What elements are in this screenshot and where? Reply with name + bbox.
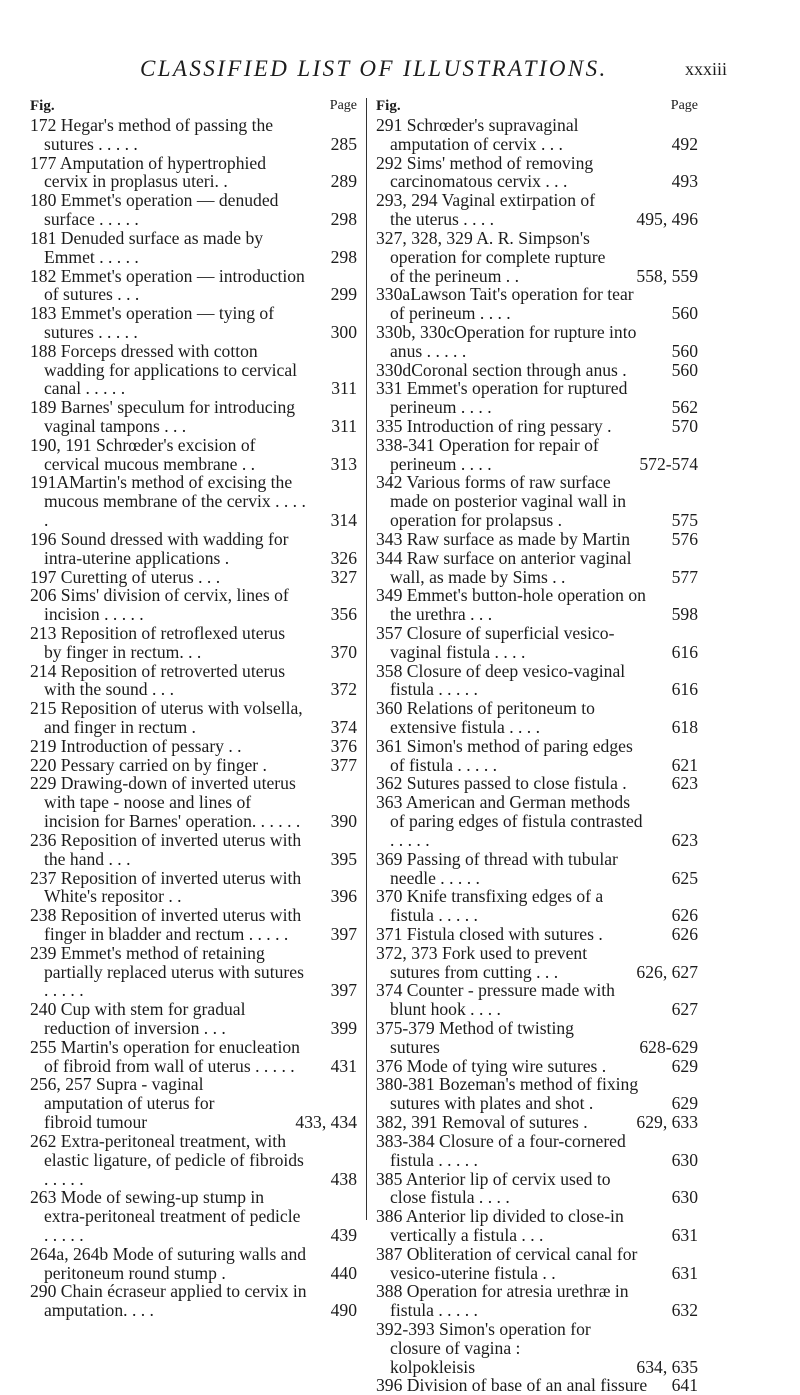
entry-description: 327, 328, 329 A. R. Simpson's operation for complete rupture of the perineum . . xyxy=(376,227,606,286)
index-entry xyxy=(30,229,357,267)
entry-page-number: 314 xyxy=(327,511,357,530)
index-entry xyxy=(376,530,698,549)
entry-page-number: 630 xyxy=(668,1188,698,1207)
entry-description: 206 Sims' division of cervix, lines of incision . . . . . xyxy=(30,585,289,625)
entry-description: 383-384 Closure of a four-cornered fistula . . . . . xyxy=(376,1130,626,1170)
entry-description: 181 Denuded surface as made by Emmet . . . . . xyxy=(30,227,264,267)
entry-description: 197 Curetting of uterus . . . xyxy=(30,566,221,587)
entry-page-number: 626 xyxy=(668,906,698,925)
entry-page-number: 625 xyxy=(668,869,698,888)
entry-page-number: 618 xyxy=(668,718,698,737)
index-entry xyxy=(30,662,357,700)
index-entry xyxy=(376,191,698,229)
index-entry xyxy=(30,1282,357,1320)
entry-description: 229 Drawing-down of inverted uterus with tape - noose and lines of incision for Barnes' operation. . . . . . xyxy=(30,773,301,832)
entry-page-number: 399 xyxy=(327,1019,357,1038)
entry-page-number: 313 xyxy=(327,455,357,474)
entry-description: 239 Emmet's method of retaining partially replaced uterus with sutures . . . . . xyxy=(30,942,304,1001)
index-entry xyxy=(30,116,357,154)
index-entry xyxy=(376,925,698,944)
index-entry xyxy=(376,944,698,982)
entry-page-number: 629 xyxy=(668,1057,698,1076)
index-entry xyxy=(376,1376,698,1395)
index-entry xyxy=(376,624,698,662)
entry-page-number: 431 xyxy=(327,1057,357,1076)
entry-description: 376 Mode of tying wire sutures . xyxy=(376,1055,607,1076)
index-entry xyxy=(376,473,698,529)
index-entry xyxy=(376,1207,698,1245)
index-entry xyxy=(30,1000,357,1038)
fig-column-label: Fig. xyxy=(376,98,401,114)
index-entry xyxy=(30,1188,357,1244)
entry-description: 263 Mode of sewing-up stump in extra-peritoneal treatment of pedicle . . . . . xyxy=(30,1187,301,1245)
index-entry xyxy=(376,1019,698,1057)
entry-description: 382, 391 Removal of sutures . xyxy=(376,1112,588,1133)
entry-page-number: 562 xyxy=(668,398,698,417)
entry-description: 372, 373 Fork used to prevent sutures from cutting . . . xyxy=(376,942,588,982)
index-entry xyxy=(376,323,698,361)
entry-description: 386 Anterior lip divided to close-in vertically a fistula . . . xyxy=(376,1206,624,1245)
entry-description: 264a, 264b Mode of suturing walls and peritoneum round stump . xyxy=(30,1243,307,1283)
index-entry xyxy=(30,624,357,662)
index-entry xyxy=(30,1038,357,1076)
index-entry xyxy=(376,1245,698,1283)
entry-page-number: 576 xyxy=(668,530,698,549)
entry-page-number: 300 xyxy=(327,323,357,342)
entry-description: 291 Schrœder's supravaginal amputation of cervix . . . xyxy=(376,115,579,154)
index-entry xyxy=(30,342,357,398)
entry-description: 369 Passing of thread with tubular needle . . . . . xyxy=(376,848,618,888)
index-entry xyxy=(376,774,698,793)
entry-page-number: 634, 635 xyxy=(632,1358,698,1377)
index-entry xyxy=(376,116,698,154)
index-entry xyxy=(376,1057,698,1076)
entry-description: 180 Emmet's operation — denuded surface . . . . . xyxy=(30,190,279,230)
entry-page-number: 560 xyxy=(668,342,698,361)
entry-page-number: 631 xyxy=(668,1226,698,1245)
index-entry xyxy=(376,417,698,436)
index-entry xyxy=(30,1245,357,1283)
entry-page-number: 390 xyxy=(327,812,357,831)
entry-page-number: 289 xyxy=(327,172,357,191)
index-entry xyxy=(376,229,698,285)
index-entry xyxy=(30,436,357,474)
entry-page-number: 311 xyxy=(327,417,357,436)
entry-page-number: 285 xyxy=(327,135,357,154)
entry-description: 237 Reposition of inverted uterus with White's repositor . . xyxy=(30,867,302,907)
entry-description: 191AMartin's method of excising the mucous membrane of the cervix . . . . . xyxy=(30,472,306,531)
entry-description: 190, 191 Schrœder's excision of cervical mucous membrane . . xyxy=(30,434,256,474)
entry-page-number: 370 xyxy=(327,643,357,662)
fig-column-label: Fig. xyxy=(30,98,55,114)
entry-page-number: 629 xyxy=(668,1094,698,1113)
right-column xyxy=(376,100,698,1395)
entry-description: 361 Simon's method of paring edges of fistula . . . . . xyxy=(376,735,633,775)
entry-page-number: 630 xyxy=(668,1151,698,1170)
index-entry xyxy=(30,267,357,305)
entry-description: 380-381 Bozeman's method of fixing sutures with plates and shot . xyxy=(376,1074,639,1114)
entry-description: 196 Sound dressed with wadding for intra-uterine applications . xyxy=(30,528,289,568)
entry-page-number: 376 xyxy=(327,737,357,756)
entry-description: 331 Emmet's operation for ruptured perineum . . . . xyxy=(376,378,628,418)
entry-description: 182 Emmet's operation — introduction of sutures . . . xyxy=(30,265,305,305)
entry-description: 238 Reposition of inverted uterus with finger in bladder and rectum . . . . . xyxy=(30,905,302,944)
entry-page-number: 626, 627 xyxy=(632,963,698,982)
index-entry xyxy=(376,662,698,700)
entry-page-number: 558, 559 xyxy=(632,267,698,286)
entry-page-number: 397 xyxy=(327,981,357,1000)
index-entry xyxy=(30,774,357,830)
index-entry xyxy=(376,586,698,624)
index-entry xyxy=(30,737,357,756)
entry-description: 362 Sutures passed to close fistula . xyxy=(376,773,627,794)
index-entry xyxy=(30,944,357,1000)
entry-page-number: 327 xyxy=(327,568,357,587)
entry-description: 357 Closure of superficial vesico-vaginal fistula . . . . xyxy=(376,622,615,662)
entry-description: 255 Martin's operation for enucleation of fibroid from wall of uterus . . . . . xyxy=(30,1036,300,1076)
index-entry xyxy=(376,887,698,925)
index-entry xyxy=(376,285,698,323)
entry-description: 343 Raw surface as made by Martin xyxy=(376,528,631,549)
entry-page-number: 311 xyxy=(327,379,357,398)
entry-page-number: 438 xyxy=(327,1170,357,1189)
entry-page-number: 626 xyxy=(668,925,698,944)
index-entry xyxy=(376,549,698,587)
entry-page-number: 492 xyxy=(668,135,698,154)
entry-description: 330aLawson Tait's operation for tear of perineum . . . . xyxy=(376,284,634,324)
entry-description: 215 Reposition of uterus with volsella, and finger in rectum . xyxy=(30,698,303,737)
entry-page-number: 396 xyxy=(327,887,357,906)
running-header xyxy=(0,56,800,86)
entry-page-number: 598 xyxy=(668,605,698,624)
entry-page-number: 395 xyxy=(327,850,357,869)
right-column-header xyxy=(376,100,698,116)
entry-page-number: 641 xyxy=(668,1376,698,1395)
right-entry-list xyxy=(376,116,698,1395)
entry-page-number: 616 xyxy=(668,643,698,662)
entry-description: 370 Knife transfixing edges of a fistula . . . . . xyxy=(376,886,604,926)
index-entry xyxy=(30,473,357,529)
entry-description: 387 Obliteration of cervical canal for vesico-uterine fistula . . xyxy=(376,1243,638,1283)
entry-description: 392-393 Simon's operation for closure of vagina : kolpokleisis xyxy=(376,1319,591,1377)
entry-description: 172 Hegar's method of passing the sutures . . . . . xyxy=(30,115,274,154)
index-entry xyxy=(30,568,357,587)
entry-description: 363 American and German methods of paring edges of fistula contrasted . . . . . xyxy=(376,792,643,850)
entry-description: 396 Division of base of an anal fissure xyxy=(376,1375,648,1395)
entry-page-number: 570 xyxy=(668,417,698,436)
entry-page-number: 572-574 xyxy=(635,455,698,474)
entry-page-number: 560 xyxy=(668,304,698,323)
entry-description: 385 Anterior lip of cervix used to close fistula . . . . xyxy=(376,1168,611,1208)
entry-description: 220 Pessary carried on by finger . xyxy=(30,754,267,775)
running-title: CLASSIFIED LIST OF ILLUSTRATIONS. xyxy=(140,56,608,81)
left-entry-list xyxy=(30,116,357,1320)
entry-page-number: 374 xyxy=(327,718,357,737)
entry-page-number: 493 xyxy=(668,172,698,191)
index-entry xyxy=(376,793,698,849)
entry-page-number: 433, 434 xyxy=(291,1113,357,1132)
entry-description: 292 Sims' method of removing carcinomatous cervix . . . xyxy=(376,152,594,192)
index-entry xyxy=(376,981,698,1019)
entry-description: 338-341 Operation for repair of perineum . . . . xyxy=(376,434,599,474)
entry-description: 335 Introduction of ring pessary . xyxy=(376,416,612,436)
index-entry xyxy=(376,361,698,380)
entry-description: 219 Introduction of pessary . . xyxy=(30,735,242,756)
index-entry xyxy=(376,699,698,737)
index-entry xyxy=(30,154,357,192)
entry-description: 375-379 Method of twisting sutures xyxy=(376,1018,574,1057)
entry-page-number: 377 xyxy=(327,756,357,775)
entry-description: 256, 257 Supra - vaginal amputation of uterus for fibroid tumour xyxy=(30,1074,215,1133)
entry-description: 262 Extra-peritoneal treatment, with elastic ligature, of pedicle of fibroids . . . . . xyxy=(30,1130,304,1189)
entry-page-number: 621 xyxy=(668,756,698,775)
entry-page-number: 616 xyxy=(668,680,698,699)
index-entry xyxy=(30,699,357,737)
entry-description: 188 Forceps dressed with cotton wadding for applications to cervical canal . . . . . xyxy=(30,340,298,399)
index-entry xyxy=(376,850,698,888)
index-entry xyxy=(30,869,357,907)
index-entry xyxy=(376,737,698,775)
entry-description: 330dCoronal section through anus . xyxy=(376,359,627,380)
entry-description: 374 Counter - pressure made with blunt hook . . . . xyxy=(376,980,615,1020)
entry-page-number: 631 xyxy=(668,1264,698,1283)
index-entry xyxy=(376,379,698,417)
entry-description: 371 Fistula closed with sutures . xyxy=(376,923,603,944)
entry-page-number: 495, 496 xyxy=(632,210,698,229)
index-entry xyxy=(30,398,357,436)
entry-page-number: 356 xyxy=(327,605,357,624)
left-column xyxy=(30,100,357,1320)
entry-page-number: 577 xyxy=(668,568,698,587)
index-entry xyxy=(376,1113,698,1132)
entry-description: 290 Chain écraseur applied to cervix in amputation. . . . xyxy=(30,1281,307,1321)
page-number: xxxiii xyxy=(685,59,728,79)
entry-page-number: 629, 633 xyxy=(632,1113,698,1132)
entry-page-number: 623 xyxy=(668,774,698,793)
index-entry xyxy=(30,1132,357,1188)
left-column-header xyxy=(30,100,357,116)
entry-description: 213 Reposition of retroflexed uterus by finger in rectum. . . xyxy=(30,622,286,662)
index-entry xyxy=(30,191,357,229)
column-divider xyxy=(366,98,367,1220)
entry-page-number: 326 xyxy=(327,549,357,568)
entry-page-number: 439 xyxy=(327,1226,357,1245)
entry-description: 330b, 330cOperation for rupture into anus . . . . . xyxy=(376,321,637,361)
index-entry xyxy=(376,154,698,192)
entry-description: 344 Raw surface on anterior vaginal wall, as made by Sims . . xyxy=(376,547,632,587)
entry-description: 236 Reposition of inverted uterus with the hand . . . xyxy=(30,829,302,869)
index-entry xyxy=(30,831,357,869)
entry-page-number: 299 xyxy=(327,285,357,304)
index-entry xyxy=(376,1320,698,1376)
entry-description: 240 Cup with stem for gradual reduction of inversion . . . xyxy=(30,999,246,1038)
index-entry xyxy=(30,756,357,775)
entry-description: 388 Operation for atresia urethræ in fistula . . . . . xyxy=(376,1281,629,1321)
page-column-label: Page xyxy=(329,98,357,113)
index-entry xyxy=(376,1075,698,1113)
index-entry xyxy=(30,586,357,624)
entry-page-number: 372 xyxy=(327,680,357,699)
entry-page-number: 490 xyxy=(327,1301,357,1320)
entry-description: 293, 294 Vaginal extirpation of the uterus . . . . xyxy=(376,190,596,230)
entry-page-number: 628-629 xyxy=(635,1038,698,1057)
entry-description: 177 Amputation of hypertrophied cervix in proplasus uteri. . xyxy=(30,152,267,192)
entry-page-number: 627 xyxy=(668,1000,698,1019)
entry-page-number: 397 xyxy=(327,925,357,944)
index-entry xyxy=(376,436,698,474)
entry-description: 342 Various forms of raw surface made on posterior vaginal wall in operation for prolapsus . xyxy=(376,472,626,531)
entry-description: 214 Reposition of retroverted uterus with the sound . . . xyxy=(30,660,286,700)
entry-page-number: 560 xyxy=(668,361,698,380)
entry-page-number: 440 xyxy=(327,1264,357,1283)
entry-page-number: 575 xyxy=(668,511,698,530)
entry-description: 358 Closure of deep vesico-vaginal fistula . . . . . xyxy=(376,660,626,700)
entry-page-number: 632 xyxy=(668,1301,698,1320)
index-entry xyxy=(376,1170,698,1208)
index-entry xyxy=(30,1075,357,1131)
entry-description: 349 Emmet's button-hole operation on the urethra . . . xyxy=(376,585,646,625)
index-entry xyxy=(376,1282,698,1320)
entry-description: 183 Emmet's operation — tying of sutures . . . . . xyxy=(30,303,275,342)
index-entry xyxy=(30,530,357,568)
entry-page-number: 623 xyxy=(668,831,698,850)
page-column-label: Page xyxy=(670,98,698,113)
entry-page-number: 298 xyxy=(327,210,357,229)
entry-description: 360 Relations of peritoneum to extensive fistula . . . . xyxy=(376,698,595,737)
index-entry xyxy=(30,906,357,944)
entry-page-number: 298 xyxy=(327,248,357,267)
index-entry xyxy=(376,1132,698,1170)
index-entry xyxy=(30,304,357,342)
entry-description: 189 Barnes' speculum for introducing vaginal tampons . . . xyxy=(30,397,296,436)
